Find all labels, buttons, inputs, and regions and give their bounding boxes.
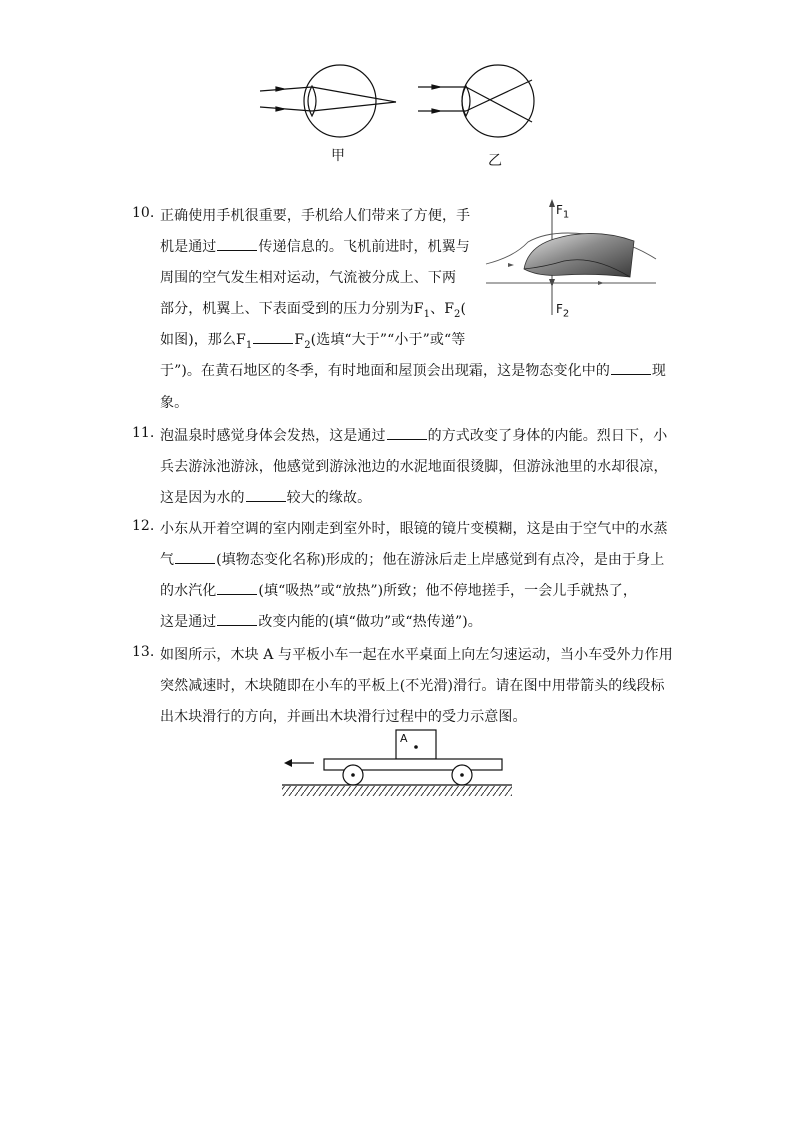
- q12-text: (填“吸热”或“放热”)所致；他不停地搓手，一会儿手就热了，: [258, 583, 637, 599]
- q11-text: 泡温泉时感觉身体会发热，这是通过: [160, 428, 386, 444]
- q10-number: 10.: [132, 205, 155, 221]
- answer-blank: [387, 427, 427, 440]
- q10-text: 机是通过: [160, 239, 217, 255]
- eye-diagram-left: [260, 65, 396, 137]
- q10-line-1: 正确使用手机很重要，手机给人们带来了方便，手: [160, 208, 471, 224]
- wing-figure: [484, 197, 660, 319]
- answer-blank: [246, 489, 286, 502]
- subscript: 2: [562, 308, 570, 320]
- q12-line-3: [160, 580, 637, 600]
- q12-line-4: [160, 611, 482, 631]
- q11-number: 11.: [132, 425, 155, 441]
- answer-blank: [217, 238, 257, 251]
- q10-text: (选填“大于”“小于”或“等: [310, 332, 466, 348]
- q11-line-3: [160, 487, 371, 507]
- eye-diagrams-figure: [250, 60, 550, 170]
- q10-line-7: 象。: [160, 395, 189, 411]
- q12-text: 这是通过: [160, 614, 217, 630]
- block-center-dot: [414, 745, 418, 749]
- block-label: A: [400, 732, 408, 745]
- subscript: 1: [245, 339, 253, 351]
- q10-line-6: [160, 360, 666, 380]
- q12-text: 气: [160, 552, 175, 568]
- q11-line-2: 兵去游泳池游泳，他感觉到游泳池边的水泥地面很烫脚，但游泳池里的水却很凉，: [160, 459, 668, 475]
- q13-number: 13.: [132, 644, 155, 660]
- q13-line-3: 出木块滑行的方向，并画出木块滑行过程中的受力示意图。: [160, 709, 527, 725]
- wing-f2-label: [556, 302, 569, 319]
- answer-blank: [217, 613, 257, 626]
- answer-blank: [217, 582, 257, 595]
- subscript: 1: [423, 308, 431, 320]
- subscript: 2: [304, 339, 311, 351]
- q11-line-1: [160, 425, 667, 445]
- eye-diagram-right: [418, 65, 534, 137]
- subscript: 2: [454, 308, 461, 320]
- q12-text: 的水汽化: [160, 583, 217, 599]
- left-arrow-icon: [284, 759, 314, 767]
- q12-line-2: [160, 549, 664, 569]
- q13-line-2: 突然减速时，木块随即在小车的平板上(不光滑)滑行。请在图中用带箭头的线段标: [160, 678, 665, 694]
- wing-f1-label: [556, 203, 569, 220]
- q10-text: 部分，机翼上、下表面受到的压力分别为F: [160, 301, 424, 317]
- q10-line-2: [160, 236, 470, 256]
- q10-text: 传递信息的。飞机前进时，机翼与: [258, 239, 470, 255]
- q10-text: F: [294, 332, 305, 348]
- wing-f1-text: F: [556, 203, 563, 217]
- answer-blank: [253, 331, 293, 344]
- ground-hatching: [282, 786, 512, 796]
- q11-text: 这是因为水的: [160, 490, 245, 506]
- q12-line-1: 小东从开着空调的室内刚走到室外时，眼镜的镜片变模糊，这是由于空气中的水蒸: [160, 521, 668, 537]
- q10-line-4: [160, 298, 466, 320]
- q10-text: 现: [651, 363, 667, 379]
- force-f1-arrowhead: [549, 199, 555, 207]
- wing-f2-text: F: [556, 302, 563, 316]
- answer-blank: [175, 551, 215, 564]
- q13-line-1: 如图所示，木块 A 与平板小车一起在水平桌面上向左匀速运动，当小车受外力作用: [160, 647, 673, 663]
- q12-text: 改变内能的(填“做功”或“热传递”)。: [258, 614, 482, 630]
- cart-figure: [280, 728, 516, 800]
- answer-blank: [611, 362, 651, 375]
- q10-text: 、F: [430, 301, 455, 317]
- q12-number: 12.: [132, 518, 155, 534]
- q10-line-3: 周围的空气发生相对运动，气流被分成上、下两: [160, 270, 457, 286]
- q11-text: 的方式改变了身体的内能。烈日下，小: [427, 428, 668, 444]
- subscript: 1: [562, 209, 570, 221]
- q10-text: 于”)。在黄石地区的冬季，有时地面和屋顶会出现霜，这是物态变化中的: [160, 363, 610, 379]
- cart-wheel-left: [343, 765, 363, 785]
- q10-text: (: [460, 301, 467, 317]
- q12-text: (填物态变化名称)形成的；他在游泳后走上岸感觉到有点冷，是由于身上: [216, 552, 665, 568]
- eye-label-right: 乙: [488, 153, 502, 169]
- q11-text: 较大的缘故。: [286, 490, 372, 506]
- q10-text: 如图)，那么F: [160, 332, 246, 348]
- eye-label-left: 甲: [331, 148, 345, 164]
- q10-line-5: [160, 329, 465, 351]
- cart-wheel-right: [452, 765, 472, 785]
